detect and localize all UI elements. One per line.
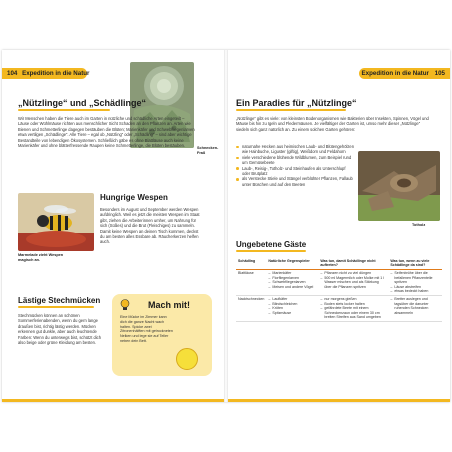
page-bar-right: [228, 399, 450, 402]
page-number-left: 104: [7, 70, 18, 77]
mosquito-heading: Lästige Stechmücken: [18, 296, 101, 305]
list-item: – gefährdete Beete mit einem Schneckenzaun oder einem 30 cm breiten Streifen aus Sand umgeben: [320, 306, 386, 319]
table-row: [236, 295, 442, 321]
list-item: – Blindschleichen: [268, 302, 316, 306]
list-item: Laub-, Reisig-, Totholz- und Steinhaufen als Unterschlupf oder Brutplatz: [236, 166, 354, 177]
wasp-photo: [18, 193, 94, 251]
list-item: – 500 ml Magermilch oder Molke mit 1 l Wasser mischen und als Stärkung über die Pflanzen spritzen: [320, 276, 386, 289]
list-item: viele verschiedene blühende Wildblumen, zum Beispiel rund um Gemüsebeete: [236, 155, 354, 166]
list-item: – Bretter auslegen und tagsüber die darunter ruhenden Schnecken absammeln: [390, 297, 440, 315]
page-bar-left: [2, 399, 224, 402]
wasps-text: Besonders im August und September werden Wespen aufdringlich. Weil es jetzt die meisten Wespen im Staat gibt, ziehen die Arbeiterinnen umher, um Nahrung für sich (Süßes) und die Brut (Fleischiges) zu sammeln. Damit keine Wespen an deinen Tisch kommen, deckst du am besten alles Essbare ab. Räucherkerzen helfen auch.: [100, 207, 200, 245]
column-header: Natürliche Gegenspieler: [266, 257, 318, 269]
list-item: – Laufkäfer: [268, 297, 316, 301]
list-item: – Marienkäfer: [268, 271, 316, 275]
column-header: Was tun, damit Schädlinge nicht auftreten?: [318, 257, 388, 269]
deadwood-photo: [358, 151, 440, 221]
treatment-cell: [388, 269, 442, 295]
beneficials-heading: „Nützlinge“ und „Schädlinge“: [18, 98, 146, 108]
natural-enemies-cell: [266, 295, 318, 321]
list-item: naturnahe Hecken aus heimischen Laub- und Blütengehölzen wie Hainbuche, Liguster (giftig), Weißdorn und Feldahorn: [236, 144, 354, 155]
wasp-caption: Marmelade zieht Wespen magisch an.: [18, 253, 64, 262]
tip-callout-text: Eine Mücke im Zimmer kann dich die ganze Nacht wach halten. Spicke zwei Zitronenhälften mit getrockneten Nelken und lege sie auf Teller neben dein Bett.: [120, 315, 173, 343]
table-row: [236, 269, 442, 295]
right-page: [228, 50, 450, 402]
list-item: – Schwebfliegenlarven: [268, 280, 316, 284]
mosquito-underline: [18, 306, 94, 308]
guests-underline: [236, 250, 306, 252]
list-item: – nur morgens gießen: [320, 297, 386, 301]
section-tab-left: [2, 68, 90, 79]
list-item: – Läuse abstreifen: [390, 285, 440, 289]
heading-underline: [18, 109, 110, 111]
section-tab-right: [359, 68, 450, 79]
list-item: – Florfliegenlarven: [268, 276, 316, 280]
paradise-underline: [236, 109, 346, 111]
treatment-cell: [388, 295, 442, 321]
page-number-right: 105: [434, 70, 445, 77]
section-title-right: Expedition in die Natur: [361, 70, 429, 77]
left-page: [2, 50, 224, 402]
wasps-heading: Hungrige Wespen: [100, 193, 168, 202]
list-item: – Meisen und andere Vögel: [268, 285, 316, 289]
mosquito-text: Stechmücken können an schönen Sommerferienabenden, wenn du gern lange draußen bist, richtig lästig werden. Mücken erkennen gut dunkle, aber auch leuchtende Farben: Wenn du unterwegs bist, schützt dich also beige oder grüne Kleidung am besten.: [18, 313, 101, 346]
lemon-icon: [176, 348, 198, 370]
book-spread: [2, 50, 450, 402]
list-item: – etwas bedeckt haben: [390, 289, 440, 293]
table-header-row: [236, 257, 442, 269]
column-header: Was tun, wenn zu viele Schädlinge da sind?: [388, 257, 442, 269]
column-header: Schädling: [236, 257, 266, 269]
prevention-cell: [318, 295, 388, 321]
pest-name: Blattläuse: [236, 269, 266, 295]
list-item: – Kröten: [268, 306, 316, 310]
prevention-cell: [318, 269, 388, 295]
list-item: als Verstecke Stiele und Stängel verblühter Pflanzen, Fallaub unter Büschen und auf den Beeten: [236, 176, 354, 187]
pest-name: Nacktschnecken: [236, 295, 266, 321]
garden-feature-list: [236, 144, 354, 187]
list-item: – Pflanzen nicht zu viel düngen: [320, 271, 386, 275]
snail-damage-caption: Schnecken-Fraß: [197, 146, 219, 155]
section-title-left: Expedition in die Natur: [22, 70, 90, 77]
paradise-heading: Ein Paradies für „Nützlinge“: [236, 98, 357, 108]
list-item: – Seifenbrühe über die befallenen Pflanzenteile spritzen: [390, 271, 440, 284]
guests-heading: Ungebetene Gäste: [236, 240, 307, 249]
list-item: – Boden stets locker halten: [320, 302, 386, 306]
paradise-intro: „Nützlinge“ gibt es viele: von kleinsten Bodenorganismen wie Bakterien über Insekten, Spinnen, Vögel und Mäuse bis hin zu Igeln und Fledermäusen. Je vielfältiger der Garten ist, umso mehr dieser „Nützlinge“ siedeln sich ganz natürlich an. Zu einem solchen Garten gehören:: [236, 116, 429, 132]
list-item: – Spitzmäuse: [268, 311, 316, 315]
pest-table: [236, 257, 442, 322]
beneficials-intro: Wir Menschen haben die Tiere auch im Garten in nützliche und schädliche Arten eingeteilt – Läuse oder Wühlmäuse richten aus menschlicher Sicht Schaden an den Pflanzen an. Arten wie Bienen und Schmetterlinge dagegen bestäuben die Blüten; Marienkäfer und Schwebfliegenlarven etwa vertilgen „Schädlinge“. Alle Tiere – egal ob „Nützling“ oder „Schädling“ – sind aber wichtige Bestandteile von lebendigen Ökosystemen. Schließlich gäbe es ohne Blattläuse auch keine Marienkäfer und ohne blätterfressende Raupen keine Schmetterlinge, die Blüten bestäuben.: [18, 116, 195, 149]
lightbulb-icon: [120, 298, 130, 310]
natural-enemies-cell: [266, 269, 318, 295]
tip-callout-title: Mach mit!: [148, 300, 191, 310]
deadwood-caption: Totholz: [412, 223, 426, 227]
tip-callout: [112, 294, 212, 376]
